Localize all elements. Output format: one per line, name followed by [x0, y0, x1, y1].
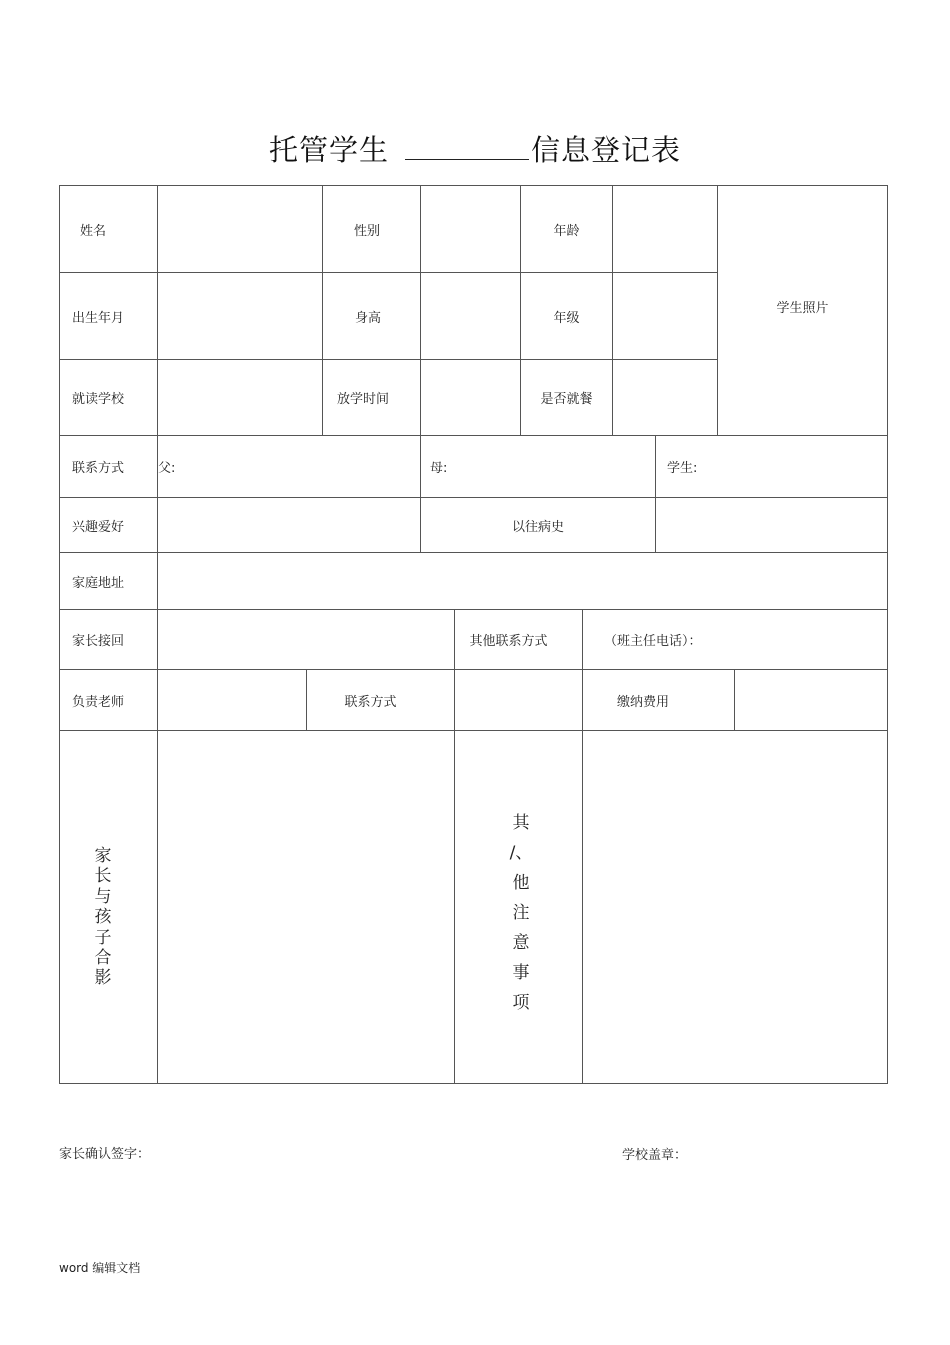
height-label: 身高 [354, 310, 381, 326]
fee-label: 缴纳费用 [616, 694, 669, 710]
parent-pickup-label: 家长接回 [72, 634, 125, 649]
grade-field[interactable] [613, 273, 717, 359]
table-border-right [887, 185, 888, 1084]
parent-child-photo-box[interactable] [158, 731, 454, 1083]
teacher-contact-field[interactable] [455, 670, 582, 730]
title-blank [405, 132, 529, 160]
fee-field[interactable] [735, 670, 887, 730]
teacher-field[interactable] [158, 670, 306, 730]
address-field[interactable] [158, 553, 887, 609]
table-border-left [59, 185, 60, 1084]
student-photo-box[interactable]: 学生照片 [776, 301, 829, 316]
teacher-label: 负责老师 [72, 694, 125, 710]
meal-label: 是否就餐 [540, 392, 593, 407]
hobbies-label: 兴趣爱好 [72, 519, 125, 535]
address-label: 家庭地址 [72, 575, 125, 591]
birth-date-label: 出生年月 [72, 310, 125, 326]
father-contact-field[interactable]: 父: [158, 461, 176, 476]
medical-history-field[interactable] [656, 498, 887, 552]
meal-field[interactable] [613, 360, 717, 435]
name-label: 姓名 [79, 223, 106, 239]
other-notes-label: 其 /、 他 注 意 事 项 [509, 813, 533, 1013]
mother-contact-field[interactable]: 母: [430, 461, 448, 476]
grade-label: 年级 [553, 310, 580, 326]
age-field[interactable] [613, 186, 717, 272]
document-watermark: word 编辑文档 [59, 1261, 141, 1275]
dismissal-time-field[interactable] [421, 360, 520, 435]
parent-child-photo-label: 家 长 与 孩 子 合 影 [94, 846, 112, 989]
school-label: 就读学校 [72, 392, 125, 407]
hobbies-field[interactable] [158, 498, 420, 552]
title-suffix: 信息登记表 [531, 133, 682, 167]
school-field[interactable] [158, 360, 322, 435]
parent-pickup-field[interactable] [158, 610, 454, 669]
gender-field[interactable] [421, 186, 520, 272]
school-seal-label: 学校盖章： [622, 1148, 688, 1163]
height-field[interactable] [421, 273, 520, 359]
name-field[interactable] [158, 186, 322, 272]
teacher-contact-label: 联系方式 [344, 694, 397, 710]
student-contact-field[interactable]: 学生: [667, 461, 698, 476]
other-contact-label: 其他联系方式 [469, 634, 548, 649]
table-border-bottom [59, 1083, 888, 1084]
title-prefix: 托管学生 [268, 133, 389, 167]
other-notes-field[interactable] [583, 731, 887, 1083]
gender-label: 性别 [353, 223, 380, 239]
teacher-phone-field[interactable]: （班主任电话）： [604, 634, 702, 649]
birth-date-field[interactable] [158, 273, 322, 359]
parent-signature-label: 家长确认签字： [59, 1147, 151, 1162]
dismissal-time-label: 放学时间 [336, 392, 389, 407]
page-title [0, 128, 950, 169]
contact-label: 联系方式 [72, 461, 125, 476]
age-label: 年龄 [553, 223, 580, 239]
medical-history-label: 以往病史 [511, 519, 564, 535]
